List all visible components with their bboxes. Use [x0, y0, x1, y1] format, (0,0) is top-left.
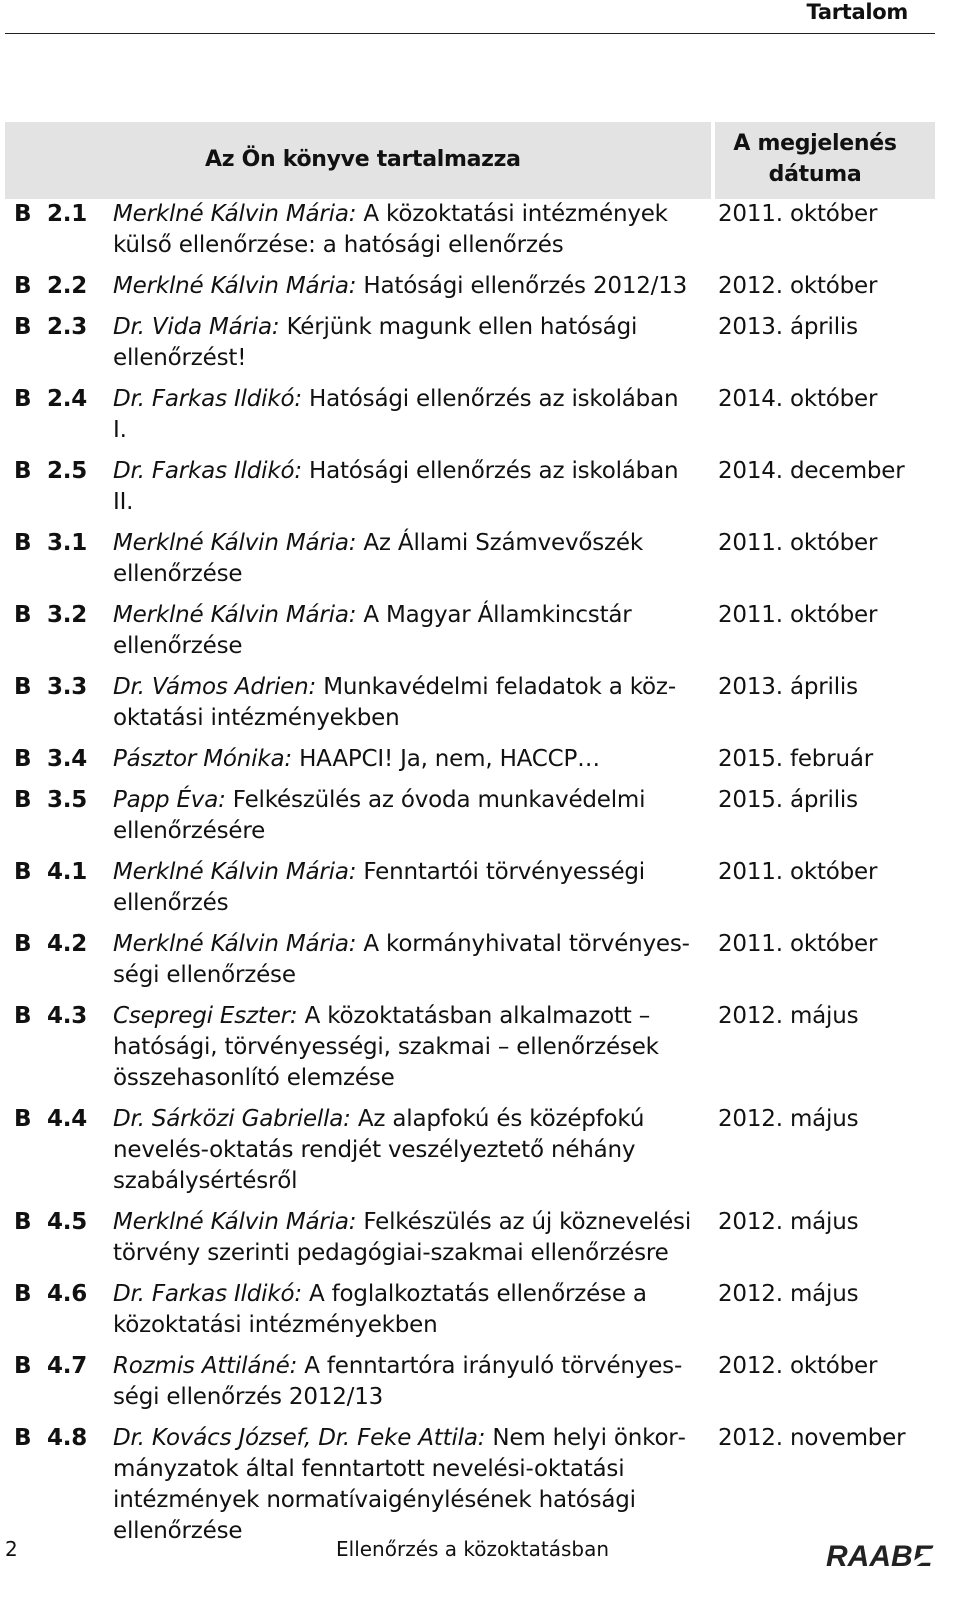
- table-row: [0, 672, 960, 734]
- table-row: [0, 600, 960, 662]
- entry-date: 2011. október: [718, 530, 878, 556]
- entry-text: [113, 744, 693, 775]
- entry-date: 2013. április: [718, 314, 858, 340]
- entry-author: Dr. Sárközi Gabriella:: [113, 1106, 351, 1132]
- entry-text: [113, 528, 693, 590]
- section-code: B 4.4: [14, 1106, 88, 1132]
- section-code: B 3.3: [14, 674, 88, 700]
- entry-text: [113, 199, 693, 261]
- table-row: [0, 384, 960, 446]
- entry-author: Dr. Farkas Ildikó:: [113, 386, 302, 412]
- raabe-logo: [826, 1533, 936, 1577]
- entry-author: Dr. Vámos Adrien:: [113, 674, 317, 700]
- entry-date: 2011. október: [718, 931, 878, 957]
- entry-text: [113, 785, 693, 847]
- entry-date: 2012. május: [718, 1003, 859, 1029]
- table-header-date-line1: A megjelenés: [733, 131, 897, 156]
- entry-title: HAAPCI! Ja, nem, HACCP…: [299, 746, 600, 772]
- entry-text: [113, 1104, 693, 1197]
- entry-author: Csepregi Eszter:: [113, 1003, 298, 1029]
- entry-author: Merklné Kálvin Mária:: [113, 602, 357, 628]
- entry-text: [113, 1423, 693, 1547]
- entry-author: Dr. Farkas Ildikó:: [113, 1281, 302, 1307]
- entry-title: A fenntartóra irányuló törvényességi ellenőrzés 2012/13: [113, 1353, 683, 1410]
- entry-date: 2014. december: [718, 458, 905, 484]
- entry-title: A közoktatásban alkalmazott – hatósági, törvényességi, szakmai – ellenőrzések összehasonlító elemzése: [113, 1003, 659, 1091]
- entry-text: [113, 1001, 693, 1094]
- section-code: B 3.5: [14, 787, 88, 813]
- header-rule: [5, 33, 935, 34]
- section-code: B 4.3: [14, 1003, 88, 1029]
- table-row: [0, 1351, 960, 1413]
- entry-text: [113, 1207, 693, 1269]
- table-row: [0, 929, 960, 991]
- entry-title: A kormányhivatal törvényességi ellenőrzése: [113, 931, 690, 988]
- entry-text: [113, 1351, 693, 1413]
- entry-author: Pásztor Mónika:: [113, 746, 292, 772]
- table-row: [0, 1104, 960, 1197]
- table-row: [0, 199, 960, 261]
- section-code: B 4.6: [14, 1281, 88, 1307]
- table-row: [0, 456, 960, 518]
- entry-author: Merklné Kálvin Mária:: [113, 530, 357, 556]
- entry-author: Dr. Vida Mária:: [113, 314, 280, 340]
- entry-title: A közoktatási intézmények külső ellenőrzése: a hatósági ellenőrzés: [113, 201, 668, 258]
- entry-author: Rozmis Attiláné:: [113, 1353, 298, 1379]
- table-row: [0, 857, 960, 919]
- section-code: B 2.3: [14, 314, 88, 340]
- entry-author: Merklné Kálvin Mária:: [113, 201, 357, 227]
- table-row: [0, 1001, 960, 1094]
- raabe-logo-text: RAABE: [826, 1540, 933, 1573]
- entry-date: 2012. május: [718, 1281, 859, 1307]
- section-code: B 2.2: [14, 273, 88, 299]
- entry-date: 2011. október: [718, 201, 878, 227]
- section-code: B 3.1: [14, 530, 88, 556]
- table-header-date-cell: [715, 122, 935, 199]
- section-code: B 4.1: [14, 859, 88, 885]
- table-header: [5, 122, 935, 199]
- entry-date: 2012. október: [718, 273, 878, 299]
- table-header-date-line2: dátuma: [768, 162, 862, 187]
- entry-date: 2014. október: [718, 386, 878, 412]
- entry-title: Hatósági ellenőrzés az iskolában II.: [113, 458, 679, 515]
- entry-text: [113, 312, 693, 374]
- page-header-title: Tartalom: [806, 0, 908, 24]
- entry-text: [113, 672, 693, 734]
- table-row: [0, 528, 960, 590]
- table-header-title: Az Ön könyve tartalmazza: [205, 147, 521, 172]
- entry-text: [113, 857, 693, 919]
- entry-author: Dr. Kovács József, Dr. Feke Attila:: [113, 1425, 486, 1451]
- entry-author: Dr. Farkas Ildikó:: [113, 458, 302, 484]
- entry-title: A Magyar Államkincstár ellenőrzése: [113, 602, 632, 659]
- section-code: B 4.8: [14, 1425, 88, 1451]
- entry-author: Merklné Kálvin Mária:: [113, 931, 357, 957]
- section-code: B 3.4: [14, 746, 88, 772]
- entry-text: [113, 600, 693, 662]
- entry-title: Kérjünk magunk ellen hatósági ellenőrzést!: [113, 314, 638, 371]
- entry-date: 2013. április: [718, 674, 858, 700]
- entry-text: [113, 929, 693, 991]
- table-header-date: [715, 128, 915, 190]
- entry-date: 2012. október: [718, 1353, 878, 1379]
- entry-title: Hatósági ellenőrzés 2012/13: [363, 273, 688, 299]
- entry-title: Munkavédelmi feladatok a közoktatási intézményekben: [113, 674, 677, 731]
- table-row: [0, 312, 960, 374]
- entry-date: 2012. május: [718, 1106, 859, 1132]
- entry-title: A foglalkoztatás ellenőrzése a közoktatási intézményekben: [113, 1281, 647, 1338]
- table-row: [0, 1423, 960, 1547]
- table-row: [0, 1207, 960, 1269]
- table-header-title-cell: [5, 122, 711, 199]
- section-code: B 2.5: [14, 458, 88, 484]
- entry-text: [113, 1279, 693, 1341]
- entry-date: 2011. október: [718, 602, 878, 628]
- entry-title: Hatósági ellenőrzés az iskolában I.: [113, 386, 679, 443]
- entry-author: Merklné Kálvin Mária:: [113, 273, 357, 299]
- entry-title: Felkészülés az új köznevelési törvény szerinti pedagógiai-szakmai ellenőrzésre: [113, 1209, 692, 1266]
- section-code: B 4.7: [14, 1353, 88, 1379]
- section-code: B 2.1: [14, 201, 88, 227]
- table-row: [0, 271, 960, 302]
- entry-text: [113, 384, 693, 446]
- entry-title: Az alapfokú és középfokú nevelés-oktatás rendjét veszélyeztető néhány szabálysértésről: [113, 1106, 645, 1194]
- section-code: B 4.5: [14, 1209, 88, 1235]
- section-code: B 2.4: [14, 386, 88, 412]
- entry-date: 2011. október: [718, 859, 878, 885]
- entry-title: Fenntartói törvényességi ellenőrzés: [113, 859, 645, 916]
- contents-table-body: [0, 199, 960, 1557]
- table-row: [0, 744, 960, 775]
- entry-date: 2015. február: [718, 746, 873, 772]
- entry-author: Merklné Kálvin Mária:: [113, 1209, 357, 1235]
- entry-text: [113, 271, 693, 302]
- entry-author: Merklné Kálvin Mária:: [113, 859, 357, 885]
- entry-date: 2012. november: [718, 1425, 906, 1451]
- entry-title: Az Állami Számvevőszék ellenőrzése: [113, 530, 643, 587]
- entry-title: Felkészülés az óvoda munkavédelmi ellenőrzésére: [113, 787, 646, 844]
- section-code: B 4.2: [14, 931, 88, 957]
- page-number: 2: [5, 1537, 18, 1561]
- table-row: [0, 1279, 960, 1341]
- entry-author: Papp Éva:: [113, 787, 226, 813]
- table-row: [0, 785, 960, 847]
- entry-text: [113, 456, 693, 518]
- entry-title: Nem helyi önkormányzatok által fenntartott nevelési-oktatási intézmények normatívaigénylésének hatósági ellenőrzése: [113, 1425, 686, 1544]
- book-title: Ellenőrzés a közoktatásban: [336, 1537, 610, 1561]
- entry-date: 2015. április: [718, 787, 858, 813]
- section-code: B 3.2: [14, 602, 88, 628]
- entry-date: 2012. május: [718, 1209, 859, 1235]
